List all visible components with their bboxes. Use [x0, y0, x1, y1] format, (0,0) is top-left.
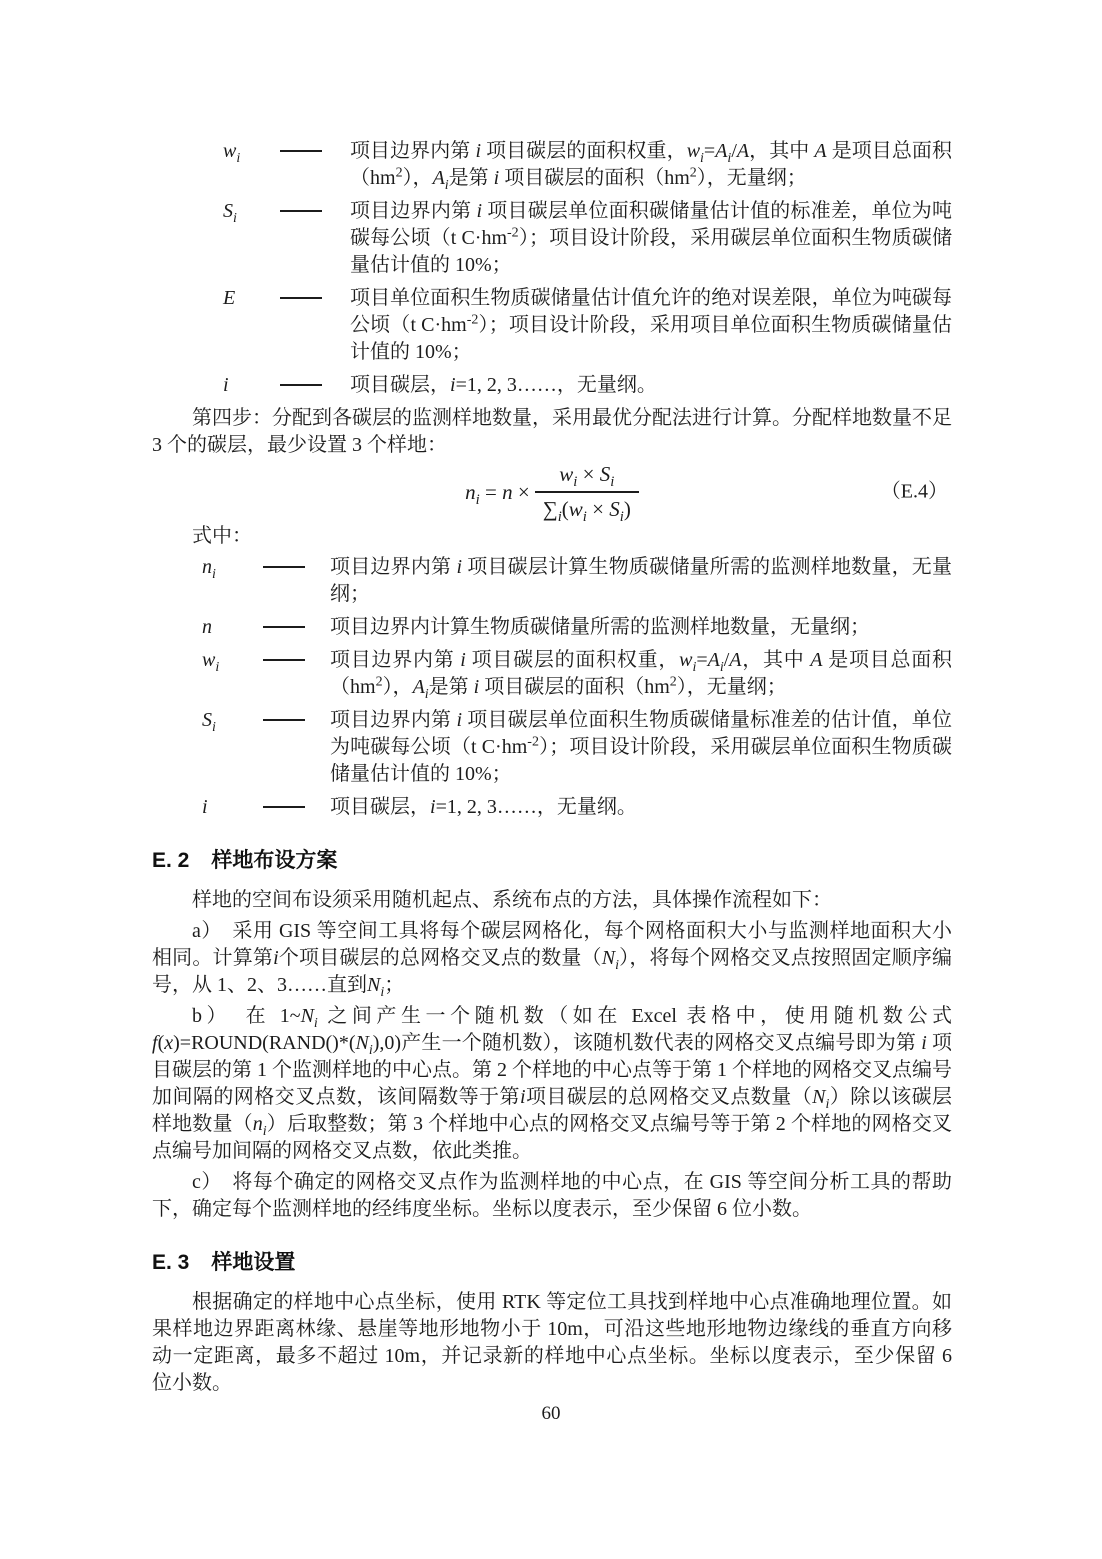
definition-desc: 项目单位面积生物质碳储量估计值允许的绝对误差限，单位为吨碳每公顷（t $C\cdot hm^{-2}$）；项目设计阶段，采用项目单位面积生物质碳储量估计值的 10%； [350, 287, 952, 363]
equation-fraction [535, 461, 639, 526]
definition-dash [263, 566, 305, 568]
definition-row-si2 [202, 707, 952, 788]
equation-number: （E.4） [880, 480, 948, 503]
page-content [152, 138, 952, 1397]
definition-desc: 项目碳层，i=1, 2, 3……，无量纲。 [350, 374, 657, 396]
definition-dash [263, 806, 305, 808]
definition-row-si [223, 198, 952, 279]
e2-item-b: b） 在 $1\sim N_i$ 之间产生一个随机数（如在 Excel 表格中，使用随机数公式 $f(x)=ROUND(RAND()*(N_i),0)$产生一个随机数），该随机数代表的网格交叉点编号即为第 i 项目碳层的第 1 个监测样地的中心点。第 2 个样地的中心点等于第 1 个样地的网格交叉点编号加间隔的网格交叉点数，该间隔数等于第i项目碳层的总网格交叉点数量$(N_i)$除以该碳层样地数量$(n_i)$后取整数；第 3 个样地中心点的网格交叉点编号等于第 2 个样地的网格交叉点编号加间隔的网格交叉点数，依此类推。 [152, 1005, 953, 1162]
equation-e4 [152, 461, 952, 526]
page-number: 60 [541, 1403, 561, 1424]
definition-dash [263, 719, 305, 721]
section-heading-e3 [152, 1249, 952, 1277]
section-heading-e2 [152, 847, 952, 875]
where-label: 式中： [192, 525, 252, 547]
definition-row-ni [202, 554, 952, 608]
equation-lhs: $n_i = n$ × [465, 479, 530, 508]
symbol-si: $S_i$ [202, 709, 216, 735]
definition-dash [280, 150, 322, 152]
definition-desc: 项目边界内第 i 项目碳层单位面积碳储量估计值的标准差，单位为吨碳每公顷（t $C\cdot hm^{-2}$）；项目设计阶段，采用碳层单位面积生物质碳储量估计值的 10%； [350, 200, 953, 276]
definition-desc: 项目边界内计算生物质碳储量所需的监测样地数量，无量纲； [330, 616, 870, 638]
section-label: E. 2 [152, 849, 190, 872]
symbol-i: i [223, 374, 229, 396]
e3-paragraph: 根据确定的样地中心点坐标，使用 RTK 等定位工具找到样地中心点准确地理位置。如果样地边界距离林缘、悬崖等地形地物小于 10m，可沿这些地形地物边缘线的垂直方向移动一定距离，最多不超过 10m，并记录新的样地中心点坐标。坐标以度表示，至少保留 6 位小数。 [152, 1291, 952, 1394]
symbol-i: i [202, 796, 208, 818]
e2-intro-paragraph: 样地的空间布设须采用随机起点、系统布点的方法，具体操作流程如下： [192, 889, 832, 911]
symbol-si: $S_i$ [223, 200, 237, 226]
symbol-e: E [223, 287, 236, 309]
definition-dash [280, 384, 322, 386]
definition-desc: 项目边界内第 i 项目碳层的面积权重，$w_i=A_i/A$，其中 A 是项目总面积$(hm^2)$，$A_i$是第 i 项目碳层的面积$(hm^2)$，无量纲； [350, 140, 952, 193]
e2-item-a: a） 采用 GIS 等空间工具将每个碳层网格化，每个网格面积大小与监测样地面积大小相同。计算第i个项目碳层的总网格交叉点的数量$(N_i)$，将每个网格交叉点按照固定顺序编号，从 1、2、3……直到$N_i$； [152, 920, 953, 1000]
symbol-wi: $w_i$ [202, 649, 220, 675]
definition-dash [263, 626, 305, 628]
section-title: 样地布设方案 [211, 849, 338, 872]
e2-item-c: c） 将每个确定的网格交叉点作为监测样地的中心点，在 GIS 等空间分析工具的帮助下，确定每个监测样地的经纬度坐标。坐标以度表示，至少保留 6 位小数。 [152, 1171, 952, 1220]
step4-paragraph: 第四步：分配到各碳层的监测样地数量，采用最优分配法进行计算。分配样地数量不足 3 个的碳层，最少设置 3 个样地： [152, 407, 952, 456]
definition-row-i2 [202, 794, 952, 821]
symbol-definition-list-bottom [152, 554, 952, 821]
definition-row-e [223, 285, 952, 366]
definition-row-i [223, 372, 952, 399]
definition-row-wi [223, 138, 952, 192]
definition-desc: 项目边界内第 i 项目碳层计算生物质碳储量所需的监测样地数量，无量纲； [330, 556, 953, 605]
equation-denominator: $\sum_i(w_i \times S_i)$ [535, 491, 639, 523]
definition-desc: 项目边界内第 i 项目碳层单位面积生物质碳储量标准差的估计值，单位为吨碳每公顷（t $C\cdot hm^{-2}$）；项目设计阶段，采用碳层单位面积生物质碳储量估计值的 10%； [330, 709, 953, 785]
symbol-n: n [202, 616, 212, 638]
section-label: E. 3 [152, 1251, 190, 1274]
definition-desc: 项目碳层，i=1, 2, 3……，无量纲。 [330, 796, 637, 818]
equation-body [465, 461, 639, 526]
definition-row-n [202, 614, 952, 641]
symbol-ni: $n_i$ [202, 556, 216, 582]
section-title: 样地设置 [211, 1251, 296, 1274]
symbol-wi: $w_i$ [223, 140, 241, 166]
definition-dash [263, 659, 305, 661]
definition-dash [280, 297, 322, 299]
definition-row-wi2 [202, 647, 952, 701]
definition-dash [280, 210, 322, 212]
symbol-definition-list-top [152, 138, 952, 399]
definition-desc: 项目边界内第 i 项目碳层的面积权重，$w_i=A_i/A$，其中 A 是项目总面积$(hm^2)$，$A_i$是第 i 项目碳层的面积$(hm^2)$，无量纲； [330, 649, 953, 702]
equation-numerator: $w_i \times S_i$ [559, 462, 615, 491]
